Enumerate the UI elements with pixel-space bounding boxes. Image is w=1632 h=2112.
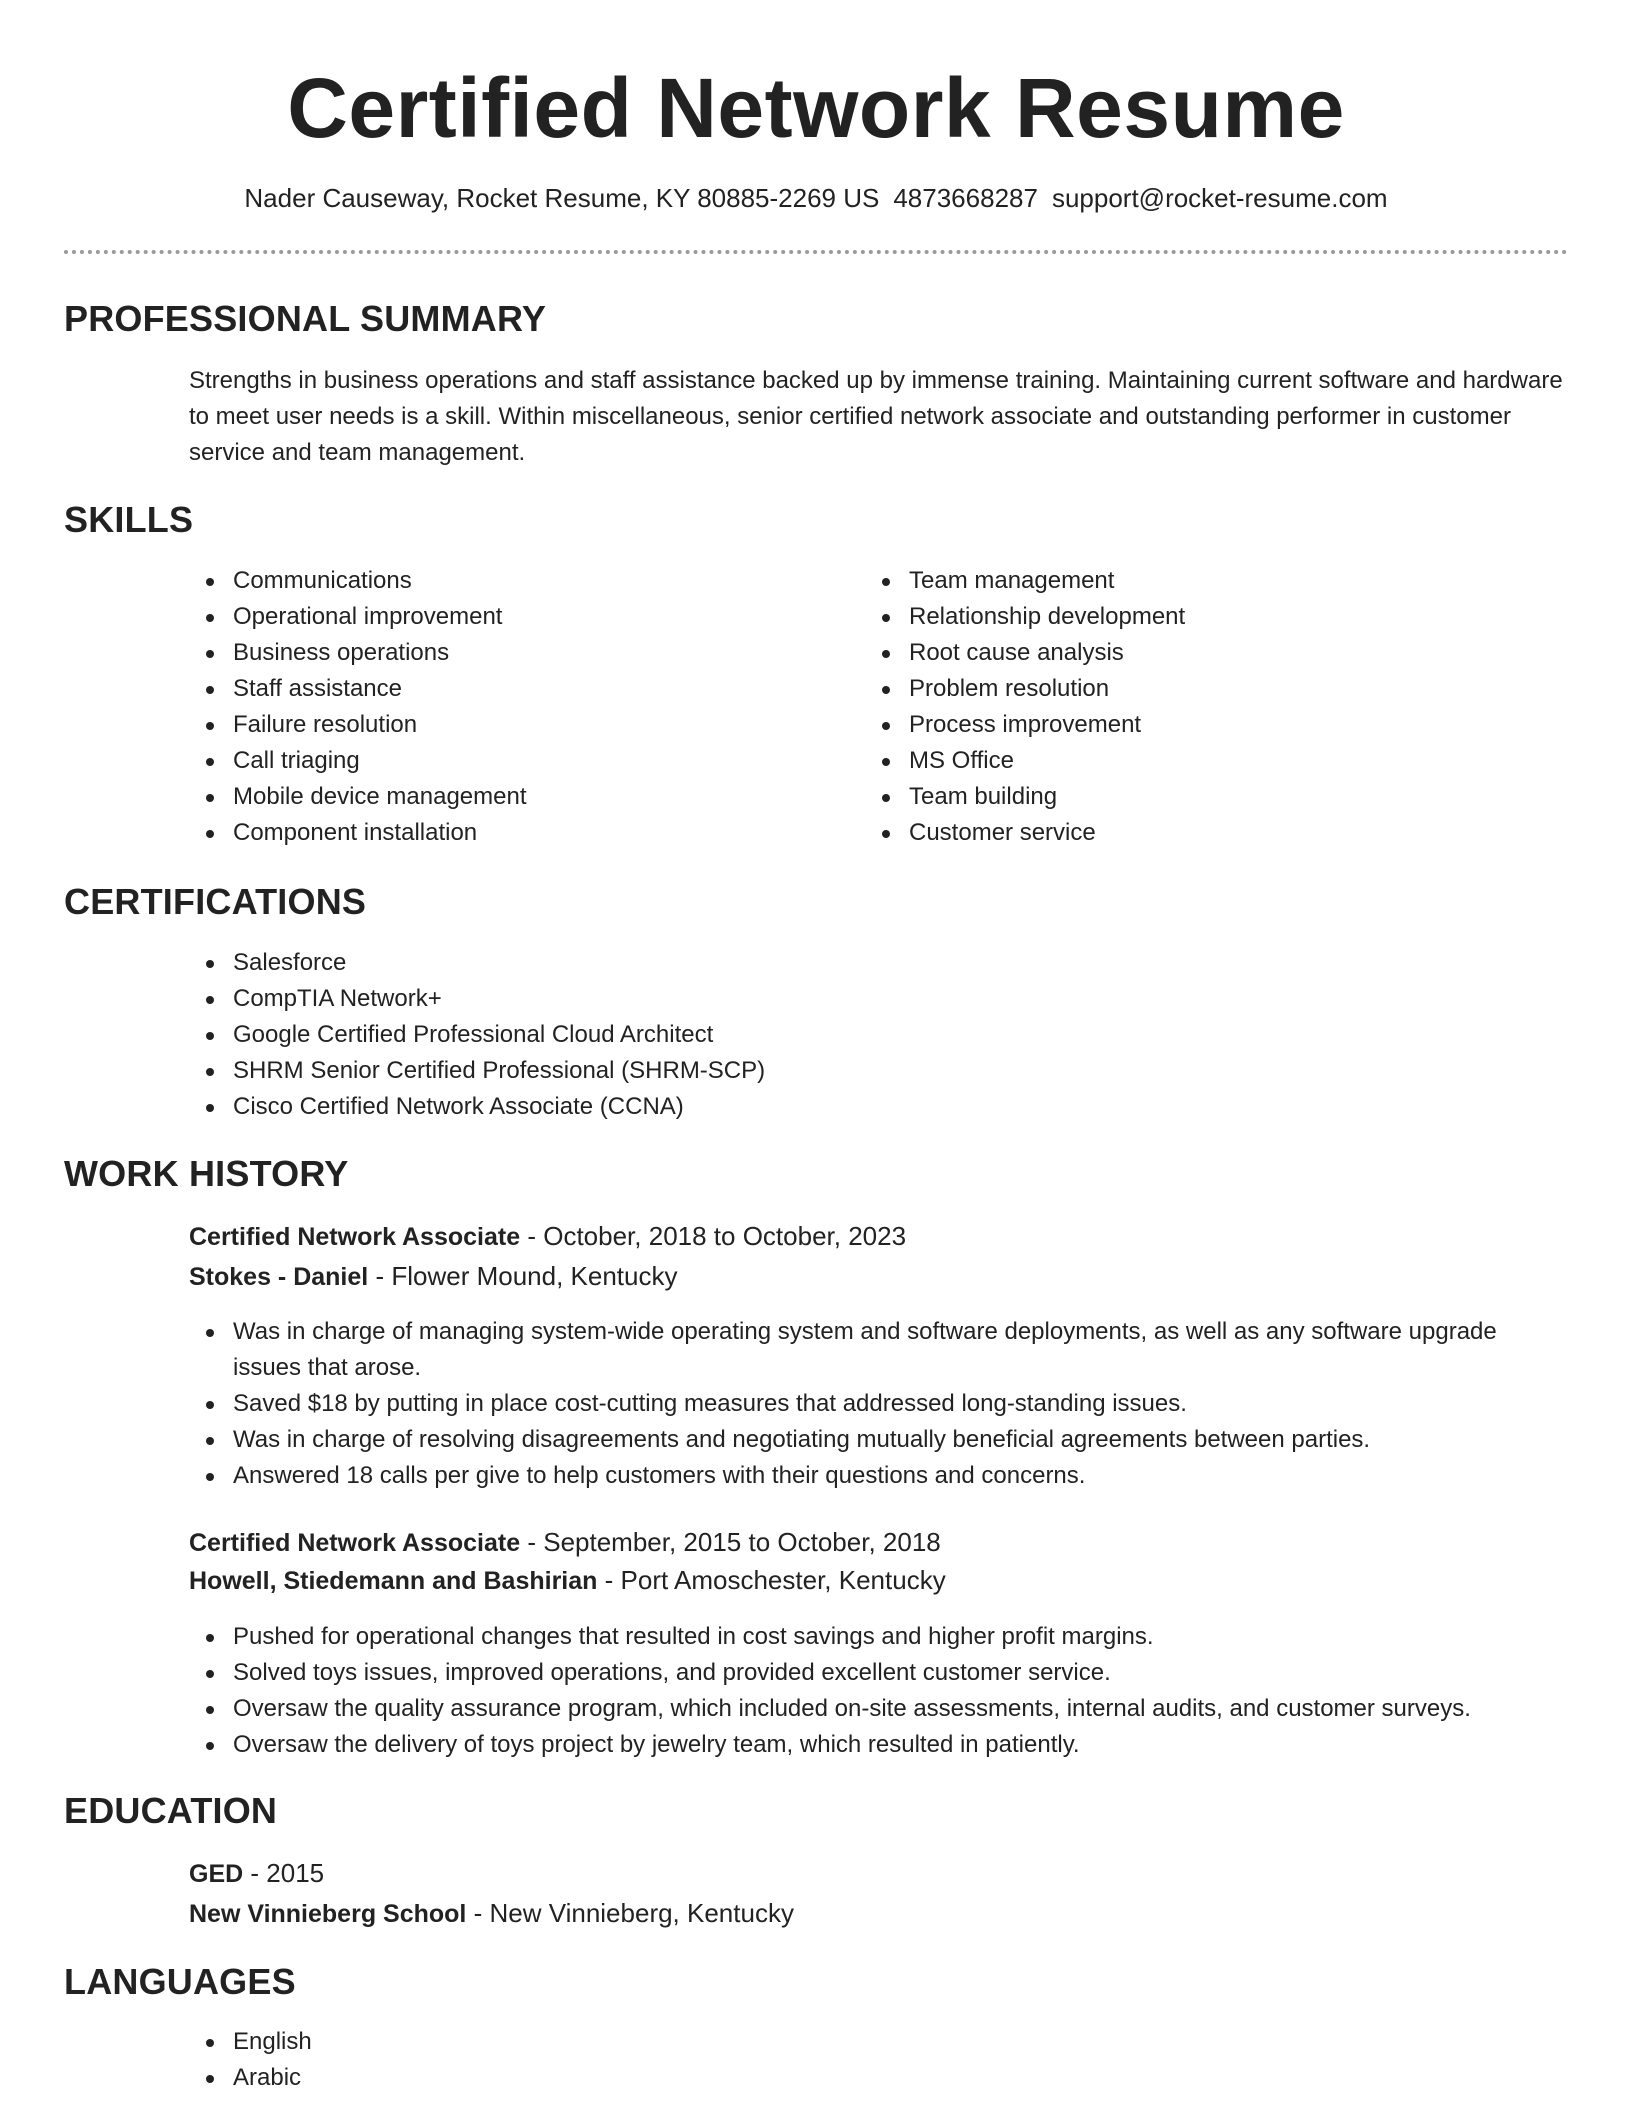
phone: 4873668287 bbox=[893, 183, 1038, 213]
skill-item: Staff assistance bbox=[189, 671, 829, 707]
job-location: - Flower Mound, Kentucky bbox=[368, 1261, 678, 1291]
email: support@rocket-resume.com bbox=[1051, 183, 1388, 213]
job-company: Howell, Stiedemann and Bashirian bbox=[189, 1567, 598, 1595]
skill-item: Root cause analysis bbox=[865, 635, 1505, 671]
education-year: - 2015 bbox=[243, 1858, 325, 1888]
skills-list-right bbox=[865, 563, 1505, 851]
skill-item: Business operations bbox=[189, 635, 829, 671]
job-company-line bbox=[189, 1562, 946, 1599]
certification-item: Google Certified Professional Cloud Architect bbox=[189, 1017, 1489, 1053]
skill-item: Team building bbox=[865, 779, 1505, 815]
section-title-languages: LANGUAGES bbox=[64, 1961, 296, 2002]
section-title-certifications: CERTIFICATIONS bbox=[64, 881, 367, 922]
education-school-line bbox=[189, 1895, 794, 1932]
job-bullets bbox=[189, 1314, 1569, 1494]
language-item: Arabic bbox=[189, 2060, 789, 2096]
job-bullet: Oversaw the quality assurance program, which included on-site assessments, internal audits, and customer surveys. bbox=[189, 1691, 1569, 1727]
job-title-line bbox=[189, 1218, 906, 1255]
skill-item: Failure resolution bbox=[189, 707, 829, 743]
skill-item: Operational improvement bbox=[189, 599, 829, 635]
address: Nader Causeway, Rocket Resume, KY 80885-2269 US bbox=[244, 183, 880, 213]
language-item: English bbox=[189, 2024, 789, 2060]
job-bullet: Saved $18 by putting in place cost-cutting measures that addressed long-standing issues. bbox=[189, 1386, 1569, 1422]
section-title-work-history: WORK HISTORY bbox=[64, 1153, 349, 1194]
job-bullets bbox=[189, 1619, 1569, 1763]
skill-item: Call triaging bbox=[189, 743, 829, 779]
job-title-line bbox=[189, 1524, 941, 1561]
certification-item: Salesforce bbox=[189, 945, 1489, 981]
education-degree-line bbox=[189, 1855, 324, 1892]
job-dates: - September, 2015 to October, 2018 bbox=[520, 1527, 941, 1557]
skill-item: Problem resolution bbox=[865, 671, 1505, 707]
job-role: Certified Network Associate bbox=[189, 1529, 521, 1557]
job-company: Stokes - Daniel bbox=[189, 1263, 369, 1291]
skills-list-left bbox=[189, 563, 829, 851]
certification-item: CompTIA Network+ bbox=[189, 981, 1489, 1017]
job-location: - Port Amoschester, Kentucky bbox=[597, 1565, 946, 1595]
skill-item: Mobile device management bbox=[189, 779, 829, 815]
job-bullet: Solved toys issues, improved operations, and provided excellent customer service. bbox=[189, 1655, 1569, 1691]
job-bullet: Was in charge of managing system-wide operating system and software deployments, as well as any software upgrade issues that arose. bbox=[189, 1314, 1569, 1386]
languages-list bbox=[189, 2024, 789, 2096]
resume-title: Certified Network Resume bbox=[287, 61, 1345, 155]
job-bullet: Answered 18 calls per give to help customers with their questions and concerns. bbox=[189, 1458, 1569, 1494]
education-location: - New Vinnieberg, Kentucky bbox=[466, 1898, 794, 1928]
job-bullet: Was in charge of resolving disagreements and negotiating mutually beneficial agreements between parties. bbox=[189, 1422, 1569, 1458]
skill-item: Process improvement bbox=[865, 707, 1505, 743]
job-bullet: Pushed for operational changes that resulted in cost savings and higher profit margins. bbox=[189, 1619, 1569, 1655]
education-degree: GED bbox=[189, 1860, 244, 1888]
education-school: New Vinnieberg School bbox=[189, 1900, 467, 1928]
skill-item: MS Office bbox=[865, 743, 1505, 779]
certification-item: SHRM Senior Certified Professional (SHRM-SCP) bbox=[189, 1053, 1489, 1089]
skill-item: Component installation bbox=[189, 815, 829, 851]
skill-item: Communications bbox=[189, 563, 829, 599]
contact-line bbox=[0, 180, 1632, 216]
job-company-line bbox=[189, 1258, 677, 1295]
certification-item: Cisco Certified Network Associate (CCNA) bbox=[189, 1089, 1489, 1125]
certifications-list bbox=[189, 945, 1489, 1125]
header-divider bbox=[64, 250, 1568, 254]
job-bullet: Oversaw the delivery of toys project by jewelry team, which resulted in patiently. bbox=[189, 1727, 1569, 1763]
section-title-education: EDUCATION bbox=[64, 1790, 278, 1831]
skill-item: Customer service bbox=[865, 815, 1505, 851]
section-title-summary: PROFESSIONAL SUMMARY bbox=[64, 298, 547, 339]
job-role: Certified Network Associate bbox=[189, 1223, 521, 1251]
section-title-skills: SKILLS bbox=[64, 499, 194, 540]
skill-item: Team management bbox=[865, 563, 1505, 599]
summary-text: Strengths in business operations and staff assistance backed up by immense training. Maintaining current software and hardware to meet user needs is a skill. Within miscellaneous, senior certified network associate and outstanding performer in customer service and team management. bbox=[189, 367, 1563, 466]
job-dates: - October, 2018 to October, 2023 bbox=[520, 1221, 907, 1251]
skill-item: Relationship development bbox=[865, 599, 1505, 635]
